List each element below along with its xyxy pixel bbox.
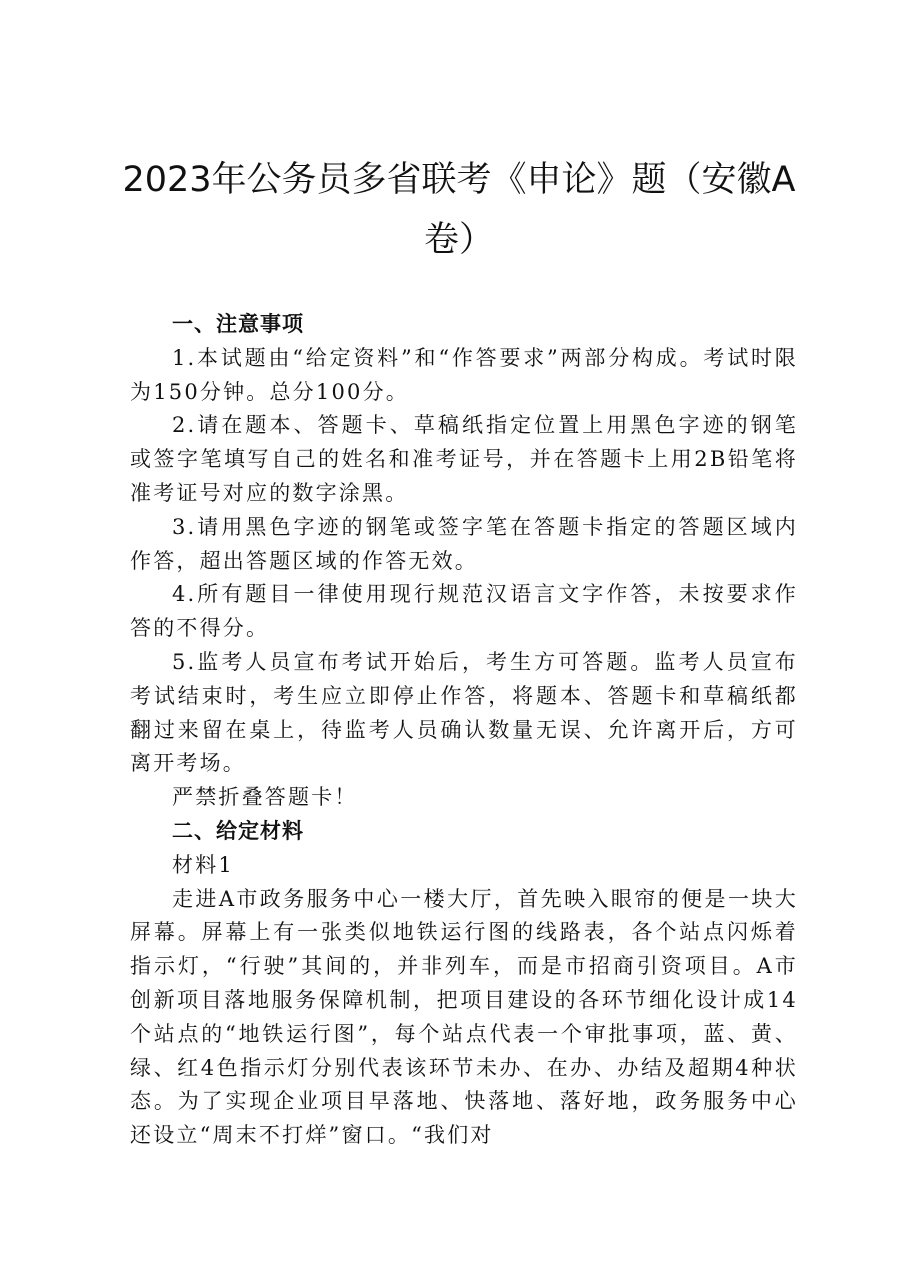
document-body (130, 308, 798, 1153)
section-heading-materials: 二、给定材料 (172, 818, 304, 843)
note-paragraph-1: 1.本试题由“给定资料”和“作答要求”两部分构成。考试时限为150分钟。总分100分。 (130, 345, 798, 404)
section-heading-notes: 一、注意事项 (172, 312, 304, 336)
material-label: 材料1 (172, 852, 234, 877)
note-paragraph-2: 2.请在题本、答题卡、草稿纸指定位置上用黑色字迹的钢笔或签字笔填写自己的姓名和准考证号，并在答题卡上用2B铅笔将准考证号对应的数字涂黑。 (130, 413, 798, 505)
material-paragraph-1: 走进A市政务服务中心一楼大厅，首先映入眼帘的便是一块大屏幕。屏幕上有一张类似地铁运行图的线路表，各个站点闪烁着指示灯，“行驶”其间的，并非列车，而是市招商引资项目。A市创新项目落地服务保障机制，把项目建设的各环节细化设计成14个站点的“地铁运行图”，每个站点代表一个审批事项，蓝、黄、绿、红4色指示灯分别代表该环节未办、在办、办结及超期4种状态。为了实现企业项目早落地、快落地、落好地，政务服务中心还设立“周末不打烊”窗口。“我们对 (130, 886, 798, 1148)
document-page (122, 150, 798, 1153)
note-paragraph-3: 3.请用黑色字迹的钢笔或签字笔在答题卡指定的答题区域内作答，超出答题区域的作答无效。 (130, 514, 798, 573)
document-title (120, 150, 798, 270)
warning-line: 严禁折叠答题卡！ (172, 785, 358, 810)
title-line-1: 2023年公务员多省联考《申论》题（安徽A (122, 160, 796, 200)
title-line-2: 卷） (423, 220, 494, 260)
note-paragraph-5: 5.监考人员宣布考试开始后，考生方可答题。监考人员宣布考试结束时，考生应立即停止作答，将题本、答题卡和草稿纸都翻过来留在桌上，待监考人员确认数量无误、允许离开后，方可离开考场。 (130, 649, 798, 776)
note-paragraph-4: 4.所有题目一律使用现行规范汉语言文字作答，未按要求作答的不得分。 (130, 582, 798, 641)
